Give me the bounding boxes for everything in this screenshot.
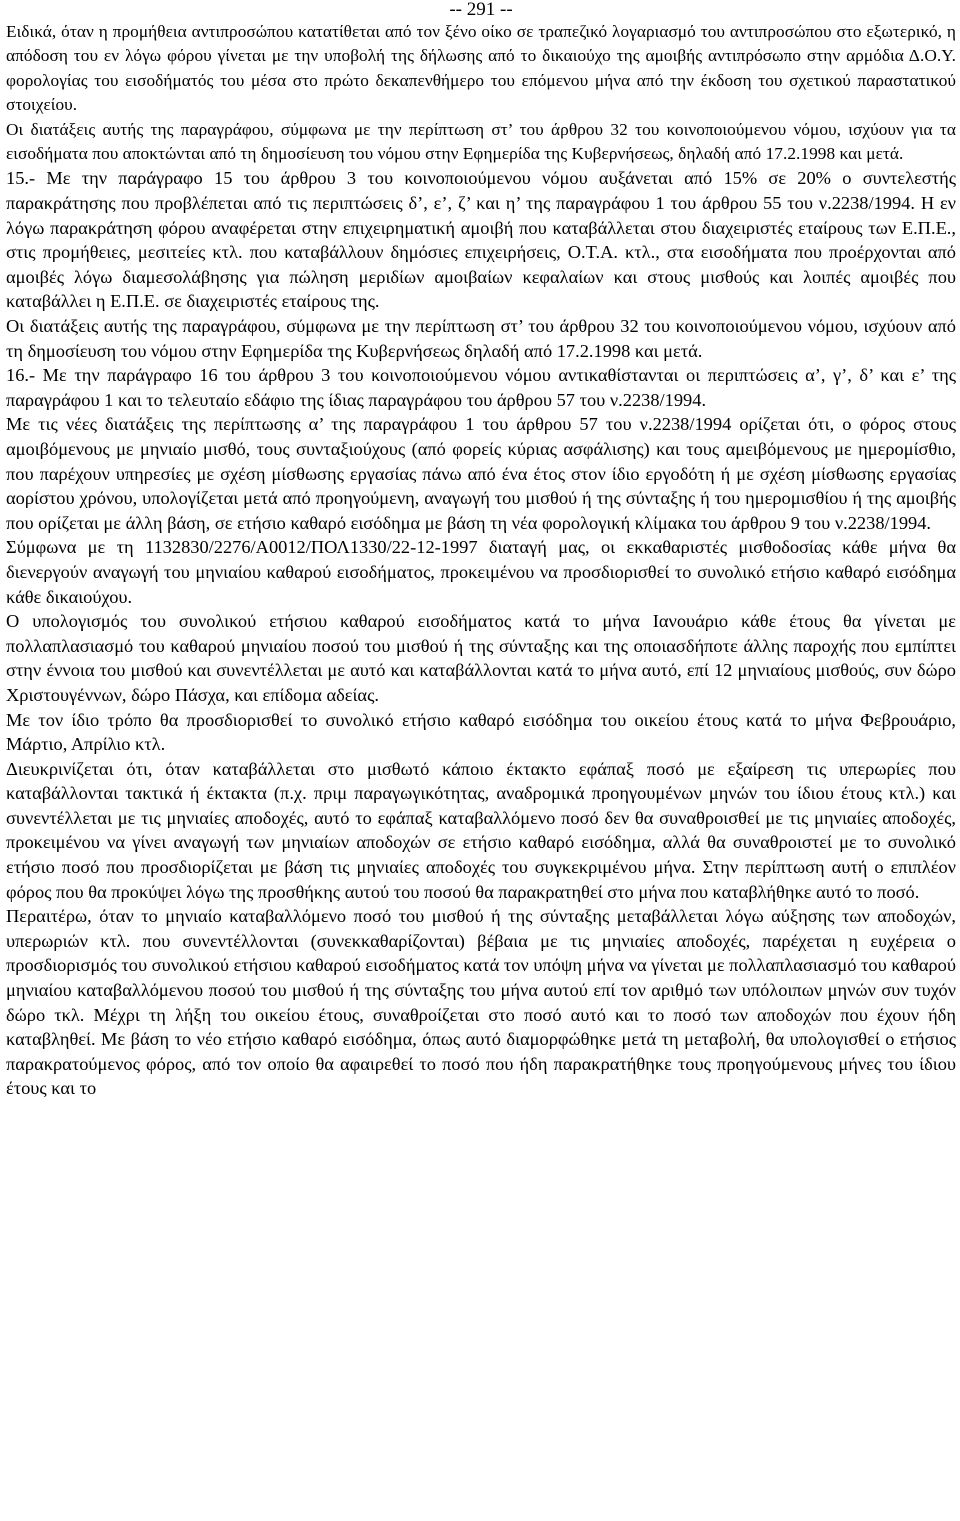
paragraph-effective-date-1: Οι διατάξεις αυτής της παραγράφου, σύμφωνα με την περίπτωση στ’ του άρθρου 32 του κοινοποιούμενου νόμου, ισχύουν για τα εισοδήματα που αποκτώνται από τη δημοσίευση του νόμου στην Εφημερίδα της Κυβερνήσεως, δηλαδή από 17.2.1998 και μετά.: [6, 119, 956, 164]
paragraph-directive: Σύμφωνα με τη 1132830/2276/Α0012/ΠΟΛ1330/22-12-1997 διαταγή μας, οι εκκαθαριστές μισθοδοσίας κάθε μήνα θα διενεργούν αναγωγή του μηνιαίου καθαρού εισοδήματος, προκειμένου να προσδιορισθεί το συνολικό ετήσιο καθαρό εισόδημα κάθε δικαιούχου.: [6, 537, 956, 607]
page-number: -- 291 --: [449, 0, 513, 20]
paragraph-lump-sum-clarification: Διευκρινίζεται ότι, όταν καταβάλλεται στο μισθωτό κάποιο έκτακτο εφάπαξ ποσό με εξαίρεση τις υπερωρίες που καταβάλλονται τακτικά ή έκτακτα (π.χ. πριμ παραγωγικότητας, αναδρομικά προηγουμένων μηνών του ίδιου έτους κτλ.) και συνεντέλλεται με τις μηνιαίες αποδοχές, αυτό το εφάπαξ καταβαλλόμενο ποσό δεν θα συναθροισθεί με τις μηνιαίες αποδοχές, προκειμένου να γίνει αναγωγή των μηνιαίων αποδοχών σε ετήσιο καθαρό εισόδημα, αλλά θα συναθροιστεί με το συνολικό ετήσιο ποσό που προσδιορίζεται με βάση τις μηνιαίες αποδοχές του συγκεκριμένου μήνα. Στην περίπτωση αυτή ο επιπλέον φόρος που θα προκύψει λόγω της προσθήκης αυτού του ποσού θα παρακρατηθεί στο μήνα που καταβλήθηκε αυτό το ποσό.: [6, 758, 956, 902]
paragraph-monthly-calculation: Με τον ίδιο τρόπο θα προσδιορισθεί το συνολικό ετήσιο καθαρό εισόδημα του οικείου έτους κατά το μήνα Φεβρουάριο, Μάρτιο, Απρίλιο κτλ.: [6, 709, 956, 755]
paragraph-effective-date-2: Οι διατάξεις αυτής της παραγράφου, σύμφωνα με την περίπτωση στ’ του άρθρου 32 του κοινοποιούμενου νόμου, ισχύουν από τη δημοσίευση του νόμου στην Εφημερίδα της Κυβερνήσεως δηλαδή από 17.2.1998 και μετά.: [6, 316, 956, 361]
paragraph-section-16: 16.- Με την παράγραφο 16 του άρθρου 3 του κοινοποιούμενου νόμου αντικαθίστανται οι περιπτώσεις α’, γ’, δ’ και ε’ της παραγράφου 1 και το τελευταίο εδάφιο της ίδιας παραγράφου του άρθρου 57 του ν.2238/1994.: [6, 365, 956, 410]
paragraph-new-provisions: Με τις νέες διατάξεις της περίπτωσης α’ της παραγράφου 1 του άρθρου 57 του ν.2238/1994 ορίζεται ότι, ο φόρος στους αμοιβόμενους με μηνιαίο μισθό, τους συνταξιούχους (από φορείς κύριας ασφάλισης) και τους αμειβόμενους με ημερομίσθιο, που παρέχουν υπηρεσίες με σχέση μίσθωσης εργασίας πάνω από ένα έτος στον ίδιο εργοδότη ή με σχέση μίσθωσης εργασίας αορίστου χρόνου, υπολογίζεται μετά από προηγούμενη, αναγωγή του μισθού ή της σύνταξης ή του ημερομισθίου ή της αμοιβής που ορίζεται με άλλη βάση, σε ετήσιο καθαρό εισόδημα με βάση τη νέα φορολογική κλίμακα του άρθρου 9 του ν.2238/1994.: [6, 414, 956, 533]
paragraph-section-15: 15.- Με την παράγραφο 15 του άρθρου 3 του κοινοποιούμενου νόμου αυξάνεται από 15% σε 20% ο συντελεστής παρακράτησης που προβλέπεται από τις περιπτώσεις δ’, ε’, ζ’ και η’ της παραγράφου 1 του άρθρου 55 του ν.2238/1994. Η εν λόγω παρακράτηση φόρου αναφέρεται στην επιχειρηματική αμοιβή που καταβάλλεται στου διαχειριστές εταίρους των Ε.Π.Ε., στις προμήθειες, μεσιτείες κτλ. που καταβάλλουν δημόσιες επιχειρήσεις, Ο.Τ.Α. κτλ., στα εισοδήματα που προέρχονται από αμοιβές λόγω διαμεσολάβησης για πώληση μεριδίων αμοιβαίων κεφαλαίων και στους μισθούς και λοιπές αμοιβές που καταβάλλει η Ε.Π.Ε. σε διαχειριστές εταίρους της.: [6, 168, 956, 312]
paragraph-agent-commission: Ειδικά, όταν η προμήθεια αντιπροσώπου κατατίθεται από τον ξένο οίκο σε τραπεζικό λογαριασμό του αντιπροσώπου στο εξωτερικό, η απόδοση του εν λόγω φόρου γίνεται με την υποβολή της δήλωσης από το δικαιούχο της αμοιβής αντιπρόσωπο στην αρμόδια Δ.Ο.Υ. φορολογίας του εισοδήματός του μέσα στο πρώτο δεκαπενθήμερο του επόμενου μήνα από την έκδοση του σχετικού παραστατικού στοιχείου.: [6, 22, 956, 115]
paragraph-salary-change: Περαιτέρω, όταν το μηνιαίο καταβαλλόμενο ποσό του μισθού ή της σύνταξης μεταβάλλεται λόγω αύξησης των αποδοχών, υπερωριών κτλ. που συνεντέλλονται (συνεκκαθαρίζονται) βέβαια με τις μηνιαίες αποδοχές, παρέχεται η ευχέρεια ο προσδιορισμός του συνολικού ετήσιου καθαρού εισοδήματος κατά τον υπόψη μήνα να γίνεται με πολλαπλασιασμό του καθαρού μηνιαίου καταβαλλόμενου ποσού του μισθού ή της σύνταξης του μήνα αυτού επί τον αριθμό των υπόλοιπων μηνών συν τυχόν δώρο τκλ. Μέχρι τη λήξη του οικείου έτους, συναθροίζεται στο ποσό αυτό και το ποσό των αποδοχών που έχουν ήδη καταβληθεί. Με βάση το νέο ετήσιο καθαρό εισόδημα, όπως αυτό διαμορφώθηκε μετά τη μεταβολή, θα υπολογισθεί ο ετήσιος παρακρατούμενος φόρος, από τον οποίο θα αφαιρεθεί το ποσό που ήδη παρακρατήθηκε τους προηγούμενους μήνες του ίδιου έτους και το: [6, 906, 956, 1099]
paragraph-january-calculation: Ο υπολογισμός του συνολικού ετήσιου καθαρού εισοδήματος κατά το μήνα Ιανουάριο κάθε έτους θα γίνεται με πολλαπλασιασμό του καθαρού μηνιαίου ποσού του μισθού ή της σύνταξης και της οποιασδήποτε άλλης παροχής που εμπίπτει στην έννοια του μισθού και συνεντέλλεται με αυτό και καταβάλλονται κατά το μήνα αυτό, επί 12 μηνιαίους μισθούς, συν δώρο Χριστουγέννων, δώρο Πάσχα, και επίδομα αδείας.: [6, 611, 956, 705]
